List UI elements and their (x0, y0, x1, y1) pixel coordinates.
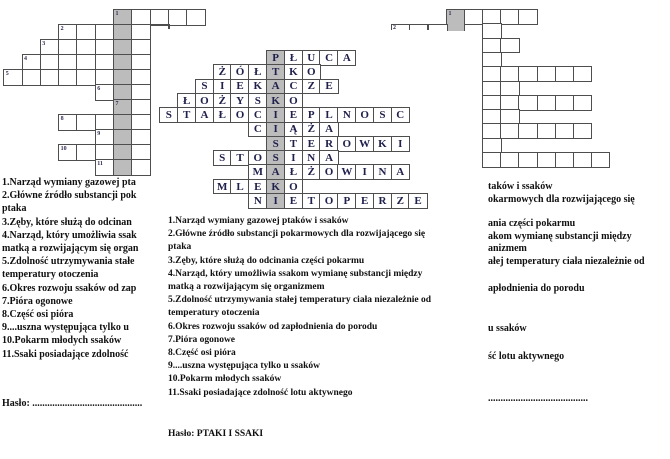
clue-line: 6.Okres rozwoju ssaków od zap (2, 282, 137, 294)
crossword-letter: T (182, 109, 191, 122)
crossword-letter: A (325, 151, 334, 164)
crossword-letter: E (289, 194, 298, 207)
crossword-letter: Ż (218, 94, 226, 107)
crossword-letter: E (254, 180, 262, 193)
crossword-letter: O (360, 109, 369, 122)
clue-number: 9 (97, 130, 101, 137)
crossword-letter: P (307, 109, 315, 122)
crossword-letter: Ł (218, 109, 226, 122)
crossword-letter: I (398, 137, 403, 150)
crossword-letter: L (325, 109, 333, 122)
crossword-letter: O (253, 151, 263, 164)
crossword-letter: I (273, 194, 278, 207)
crossword-letter: E (325, 80, 333, 93)
clue-line: ptaka (2, 203, 27, 215)
crossword-letter: A (325, 123, 334, 136)
crossword-letter: O (324, 166, 334, 179)
clue-line: 5.Zdolność utrzymywania stałej temperatury ciała niezależnie od (168, 295, 432, 306)
crossword-letter: W (359, 137, 371, 150)
crossword-letter: N (378, 166, 387, 179)
clue-number: 1 (115, 10, 119, 17)
crossword-letter: I (291, 151, 296, 164)
crossword-letter: U (307, 51, 316, 64)
crossword-letter: I (273, 123, 278, 136)
clue-fragment-line: anizmem (488, 243, 527, 254)
crossword-letter: A (396, 166, 405, 179)
clue-line: 9....uszna występująca tylko u ssaków (168, 361, 321, 372)
crossword-letter: Ż (307, 123, 315, 136)
crossword-letter: K (271, 94, 280, 107)
crossword-letter: O (200, 94, 209, 107)
crossword-letter: Ł (289, 51, 298, 64)
clue-number: 4 (24, 55, 27, 62)
clue-line: ptaka (168, 242, 192, 253)
crossword-letter: C (289, 80, 298, 93)
clue-fragment-line: apłodnienia do porodu (488, 283, 585, 294)
crossword-letter: E (236, 80, 244, 93)
crossword-letter: N (253, 194, 262, 207)
crossword-letter: E (414, 194, 422, 207)
crossword-letter: S (201, 80, 208, 93)
crossword-letter: S (272, 137, 279, 150)
crossword-letter: O (235, 109, 245, 122)
crossword-letter: Ł (182, 94, 191, 107)
crossword-letter: K (378, 137, 387, 150)
crossword-letter: S (272, 151, 279, 164)
clue-fragment-line: ........................................ (488, 393, 588, 404)
crossword-letter: S (165, 109, 172, 122)
clue-line: 8.Część osi pióra (2, 309, 74, 320)
crossword-letter: T (307, 194, 315, 207)
clue-fragment-line: taków i ssaków (488, 181, 553, 192)
clue-number: 11 (97, 160, 103, 167)
clue-line: 3.Zęby, które służą do odcinan (2, 216, 132, 228)
clue-number: 2 (393, 25, 396, 31)
crossword-letter: T (289, 137, 298, 150)
crossword-letter: W (341, 166, 353, 179)
clue-line: matką a rozwijającym się organ (2, 243, 139, 254)
crossword-letter: A (200, 109, 209, 122)
crossword-letter: Ł (254, 66, 262, 79)
crossword-letter: N (342, 109, 351, 122)
crossword-letter: M (252, 166, 264, 179)
crossword-letter: E (307, 137, 315, 150)
clue-line: temperatury otoczenia (168, 308, 260, 319)
clue-line: 7.Pióra ogonowe (2, 295, 73, 307)
crossword-letter: I (220, 80, 225, 93)
clue-line: 4.Narząd, który umożliwia ssak (2, 229, 137, 241)
clue-line: 2.Główne źródło substancji pok (2, 190, 137, 202)
clue-fragment-line: akom wymianę substancji między (488, 231, 632, 242)
clue-line: 4.Narząd, który umożliwia ssakom wymianę substancji między (168, 268, 423, 279)
crossword-letter: O (306, 66, 316, 79)
clue-line: 2.Główne źródło substancji pokarmowych dla rozwijającego się (168, 229, 426, 240)
clue-fragment-line: ałej temperatury ciała niezależnie od (488, 256, 645, 267)
clue-number: 7 (115, 100, 119, 107)
crossword-letter: A (271, 166, 280, 179)
crossword-letter: P (272, 51, 280, 64)
clue-number: 1 (448, 10, 452, 17)
crossword-letter: Ą (289, 123, 298, 136)
crossword-letter: O (289, 94, 298, 107)
crossword-letter: Y (236, 94, 245, 107)
clue-line: 6.Okres rozwoju ssaków od zapłodnienia do porodu (168, 321, 378, 332)
clue-line: temperatury otoczenia (2, 269, 99, 281)
crossword-letter: Ó (235, 66, 245, 79)
clue-line: 11.Ssaki posiadające zdolność lotu aktywnego (168, 387, 353, 398)
crossword-letter: C (253, 109, 262, 122)
clue-fragment-line: okarmowych dla rozwijającego się (488, 194, 635, 205)
clue-fragment-line: u ssaków (488, 323, 527, 334)
crossword-letter: M (217, 180, 228, 193)
clue-line: 10.Pokarm młodych ssaków (168, 374, 282, 385)
clue-fragment-line: ść lotu aktywnego (488, 351, 565, 362)
crossword-letter: E (289, 109, 298, 122)
crossword-letter: C (253, 123, 262, 136)
clue-number: 5 (5, 70, 9, 77)
crossword-letter: I (362, 166, 367, 179)
crossword-letter: O (289, 180, 298, 193)
crossword-letter: K (253, 80, 263, 93)
clue-line: 9....uszna występująca tylko u (2, 322, 129, 334)
clue-number: 8 (60, 115, 64, 122)
crossword-letter: S (254, 94, 261, 107)
crossword-letter: A (271, 80, 280, 93)
clue-line: 10.Pokarm młodych ssaków (2, 335, 122, 347)
crossword-letter: Ż (307, 166, 315, 179)
crossword-letter: T (236, 151, 244, 164)
clue-line: 5.Zdolność utrzymywania stałe (2, 256, 135, 268)
clue-number: 10 (60, 145, 67, 152)
clue-fragment-line: ania części pokarmu (488, 218, 576, 229)
clue-line: 3.Zęby, które służą do odcinania części pokarmu (168, 255, 365, 266)
clue-line: 7.Pióra ogonowe (168, 334, 236, 345)
crossword-letter: Z (307, 80, 315, 93)
crossword-letter: Ł (289, 166, 298, 179)
clue-number: 6 (97, 85, 101, 92)
clue-line: 11.Ssaki posiadające zdolność (2, 348, 129, 360)
clue-number: 3 (42, 40, 46, 47)
crossword-letter: A (342, 51, 351, 64)
crossword-letter: S (219, 151, 226, 164)
crossword-letter: R (325, 137, 334, 150)
haslo-answer-line-blank (2, 398, 142, 409)
crossword-letter: S (379, 109, 386, 122)
haslo-label: Hasło: (2, 398, 33, 409)
crossword-letter: I (273, 109, 278, 122)
haslo-dotted-line: ............................................ (32, 398, 143, 409)
clue-line: 1.Narząd wymiany gazowej ptaków i ssaków (168, 216, 349, 226)
crossword-letter: K (289, 66, 298, 79)
crossword-letter: P (343, 194, 351, 207)
crossword-letter: C (325, 51, 334, 64)
crossword-letter: K (271, 180, 280, 193)
crossword-letter: Z (396, 194, 404, 207)
crossword-letter: R (378, 194, 387, 207)
crossword-letter: Ż (218, 66, 226, 79)
crossword-letter: O (342, 137, 352, 150)
crossword-letter: C (396, 109, 405, 122)
crossword-letter: L (236, 180, 244, 193)
crossword-letter: N (307, 151, 316, 164)
crossword-letter: T (271, 66, 280, 79)
clue-line: 1.Narząd wymiany gazowej pta (2, 177, 136, 188)
crossword-letter: E (360, 194, 369, 207)
clue-number: 2 (60, 25, 64, 32)
clue-line: 8.Część osi pióra (168, 348, 236, 358)
haslo-answer-solved: Hasło: PTAKI I SSAKI (168, 429, 264, 439)
clue-line: matką a rozwijającym się organizmem (168, 282, 325, 292)
crossword-letter: O (324, 194, 334, 207)
